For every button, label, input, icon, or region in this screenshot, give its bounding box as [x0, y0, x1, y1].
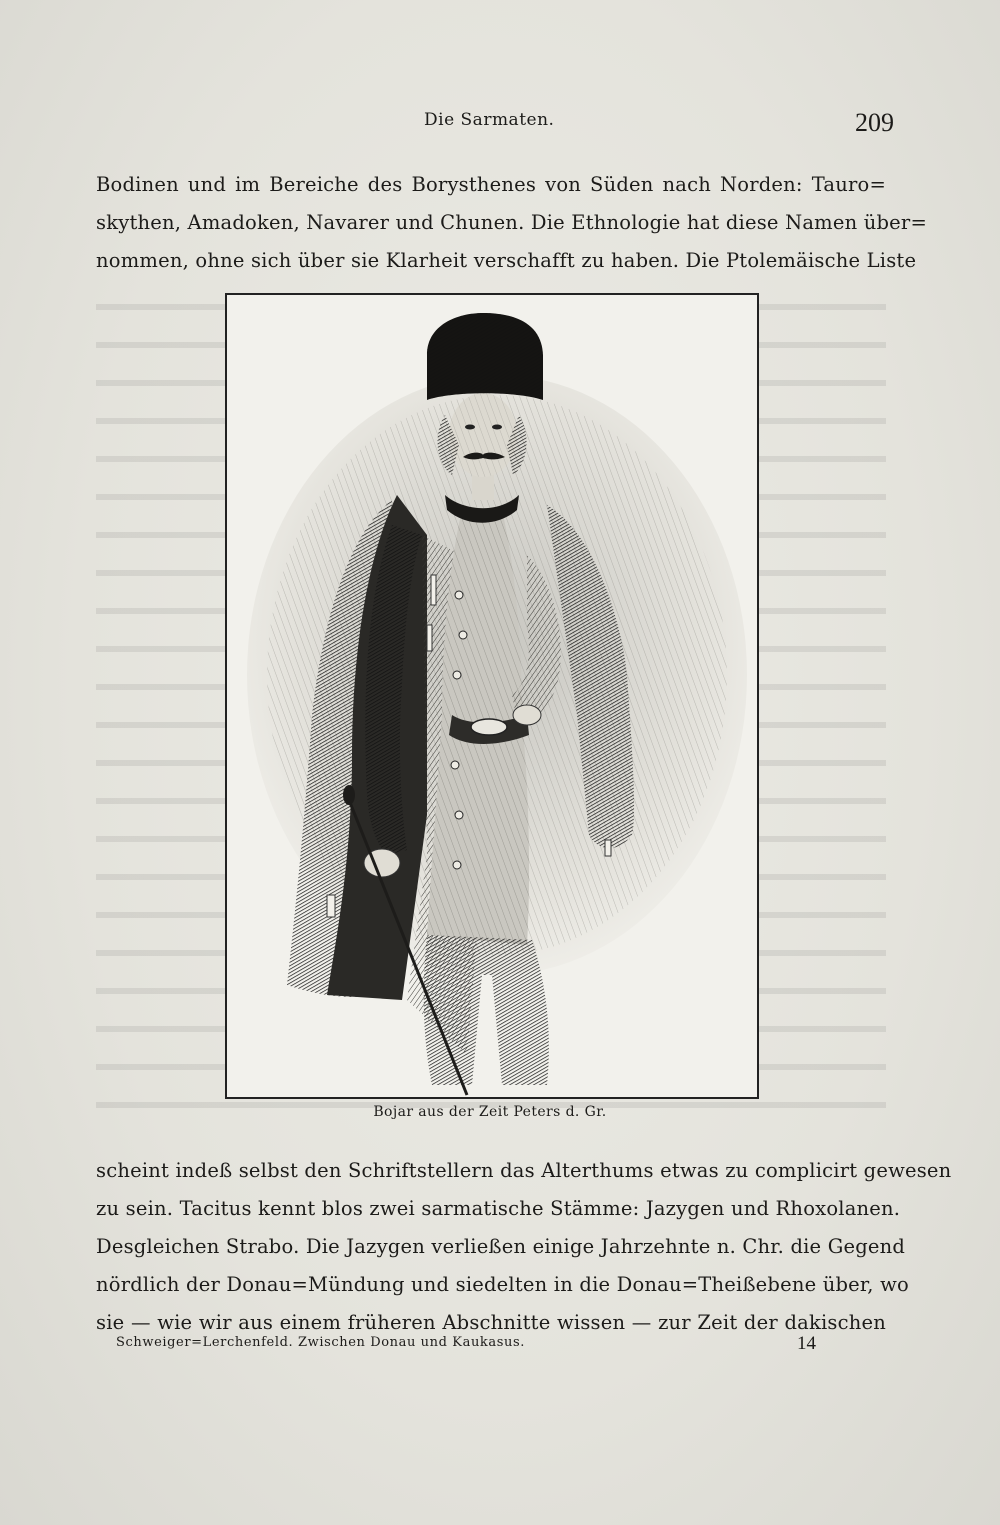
- engraving-illustration: [225, 293, 759, 1099]
- text-line: nommen, ohne sich über sie Klarheit verschafft zu haben. Die Ptolemäische Liste: [96, 249, 917, 272]
- body-text-top: [96, 166, 927, 280]
- text-line: zu sein. Tacitus kennt blos zwei sarmatische Stämme: Jazygen und Rhoxolanen.: [96, 1197, 901, 1220]
- right-hand: [513, 705, 541, 725]
- text-line: skythen, Amadoken, Navarer und Chunen. Die Ethnologie hat diese Namen über=: [96, 211, 927, 234]
- page-number: 209: [855, 108, 894, 137]
- body-text-bottom: [96, 1152, 952, 1342]
- running-title: Die Sarmaten.: [424, 110, 555, 130]
- figure-caption: Bojar aus der Zeit Peters d. Gr.: [373, 1104, 607, 1120]
- running-head: [94, 108, 894, 142]
- text-line: Desgleichen Strabo. Die Jazygen verließen einige Jahrzehnte n. Chr. die Gegend: [96, 1235, 906, 1258]
- text-line: Bodinen und im Bereiche des Borysthenes von Süden nach Norden: Tauro=: [96, 173, 886, 196]
- text-line: scheint indeß selbst den Schriftstellern das Alterthums etwas zu complicirt gewesen: [96, 1159, 952, 1182]
- text-line: sie — wie wir aus einem früheren Abschnitte wissen — zur Zeit der dakischen: [96, 1311, 886, 1334]
- belt-buckle: [471, 719, 507, 735]
- footer-source: Schweiger=Lerchenfeld. Zwischen Donau und Kaukasus.: [116, 1335, 525, 1350]
- page-footer: [116, 1333, 816, 1357]
- signature-mark: 14: [797, 1333, 816, 1354]
- text-line: nördlich der Donau=Mündung und siedelten in die Donau=Theißebene über, wo: [96, 1273, 909, 1296]
- boyar-engraving: [227, 295, 757, 1097]
